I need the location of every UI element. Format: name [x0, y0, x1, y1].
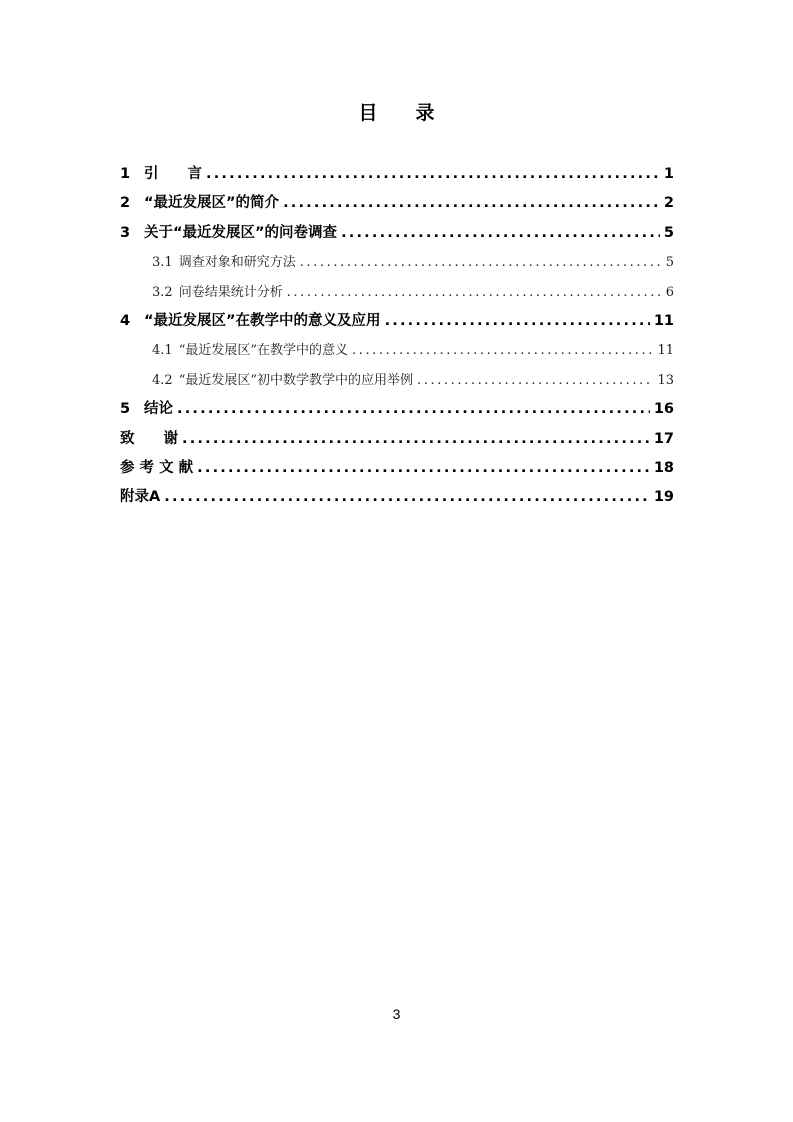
toc-entry-survey-subjects[interactable] [120, 248, 674, 277]
toc-entry-conclusion[interactable] [120, 395, 674, 424]
toc-entry-number: 4.2 [152, 372, 173, 388]
toc-entry-number: 3.1 [152, 255, 173, 271]
dot-leader [417, 366, 653, 395]
toc-entry-application-examples[interactable] [120, 366, 674, 395]
dot-leader [385, 307, 650, 336]
toc-entry-number: 4.1 [152, 343, 173, 359]
toc-entry-page: 1 [663, 166, 674, 182]
toc-entry-page: 19 [653, 489, 674, 506]
dot-leader [352, 336, 653, 365]
toc-entry-title: “最近发展区”在教学中的意义 [178, 343, 348, 359]
toc-entry-title: “最近发展区”的简介 [144, 195, 280, 212]
dot-leader [182, 425, 650, 454]
dot-leader [177, 395, 650, 424]
toc-entry-acknowledgements[interactable] [120, 425, 674, 454]
toc-entry-teaching-significance[interactable] [120, 307, 674, 336]
toc-entry-title: 致 谢 [120, 430, 178, 447]
toc-entry-title: “最近发展区”初中数学教学中的应用举例 [178, 372, 413, 388]
toc-entry-number: 3.2 [152, 284, 173, 300]
toc-entry-page: 16 [653, 401, 674, 418]
toc-entry-number: 1 [120, 166, 131, 182]
toc-entry-title: 引 言 [144, 166, 202, 182]
dot-leader [287, 278, 662, 307]
toc-entry-title: 参 考 文 献 [120, 459, 194, 476]
table-of-contents [120, 160, 674, 513]
toc-entry-title: 附录A [120, 489, 161, 506]
dot-leader [197, 454, 650, 483]
toc-entry-page: 5 [663, 224, 674, 241]
toc-entry-zpd-intro[interactable] [120, 189, 674, 218]
toc-entry-title: 关于“最近发展区”的问卷调查 [144, 224, 338, 241]
toc-entry-page: 2 [663, 195, 674, 212]
toc-entry-number: 4 [120, 312, 131, 329]
toc-entry-number: 5 [120, 401, 131, 418]
toc-entry-title: 调查对象和研究方法 [178, 255, 296, 271]
toc-entry-survey-analysis[interactable] [120, 278, 674, 307]
toc-entry-number: 3 [120, 224, 131, 241]
toc-entry-page: 13 [657, 372, 674, 388]
toc-entry-title: “最近发展区”在教学中的意义及应用 [144, 312, 381, 329]
dot-leader [164, 483, 650, 512]
toc-entry-page: 6 [665, 284, 674, 300]
toc-entry-title: 结论 [144, 401, 173, 418]
toc-entry-survey[interactable] [120, 219, 674, 248]
toc-entry-number: 2 [120, 195, 131, 212]
toc-entry-appendix-a[interactable] [120, 483, 674, 512]
toc-entry-title: 问卷结果统计分析 [178, 284, 283, 300]
toc-entry-page: 11 [657, 343, 674, 359]
toc-entry-page: 18 [653, 459, 674, 476]
toc-entry-page: 17 [653, 430, 674, 447]
toc-entry-references[interactable] [120, 454, 674, 483]
page-number: 3 [392, 1006, 401, 1022]
dot-leader [300, 248, 662, 277]
dot-leader [206, 160, 660, 189]
toc-entry-page: 5 [665, 255, 674, 271]
toc-entry-page: 11 [653, 312, 674, 329]
dot-leader [341, 219, 660, 248]
toc-entry-introduction[interactable] [120, 160, 674, 189]
page-title: 目 录 [358, 102, 435, 124]
dot-leader [283, 189, 660, 218]
toc-entry-significance[interactable] [120, 336, 674, 365]
